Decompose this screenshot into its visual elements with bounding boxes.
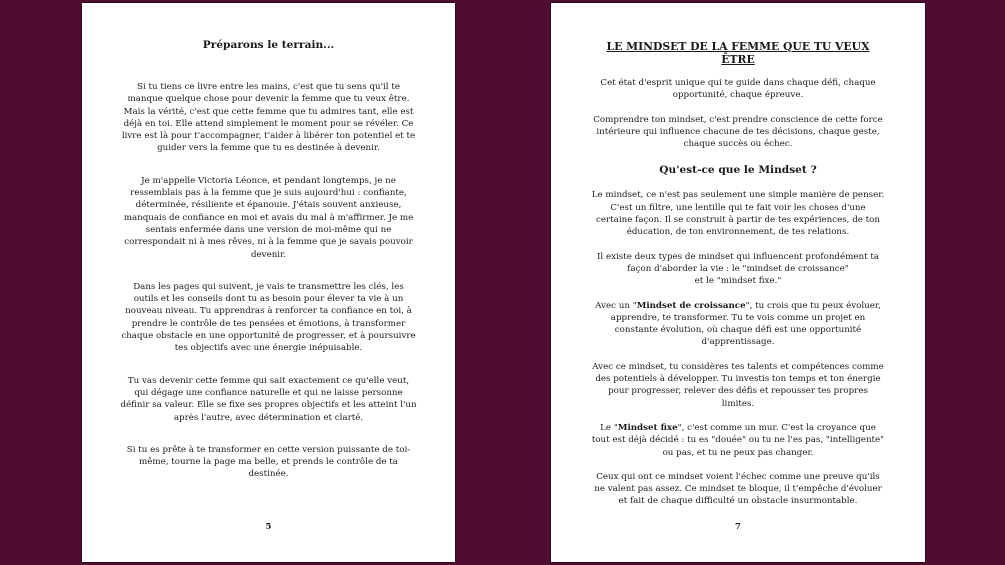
right-paragraph-5 [591,422,885,459]
fixed-text: ", c'est comme un mur. C'est la croyance que tout est déjà décidé : tu es "douée" ou tu ne l'es pas, "intelligente" ou pas, et tu ne peux pas changer. [591,422,885,458]
left-paragraph-2: Je m'appelle Victoria Léonce, et pendant longtemps, je ne ressemblais pas à la femme que je suis aujourd'hui : confiante, déterminée, résiliente et épanouie. J'étais souvent anxieuse, manquais de confiance en moi et avais du mal à m'affirmer. Je me sentais enfermée dans une version de moi-même qui ne correspondait ni à mes rêves, ni à la femme que je savais pouvoir devenir. [123,175,414,260]
right-intro-2: Comprendre ton mindset, c'est prendre conscience de cette force intérieure qui influence chacune de tes décisions, chaque geste, chaque succès ou échec. [593,114,883,150]
section-subtitle: Qu'est-ce que le Mindset ? [659,164,817,177]
growth-prefix: Avec un " [595,300,637,311]
right-page-number: 7 [735,522,741,532]
left-paragraph-3: Dans les pages qui suivent, je vais te transmettre les clés, les outils et les conseils dont tu as besoin pour élever ta vie à un nouveau niveau. Tu apprendras à renforcer ta confiance en toi, à prendre le contrôle de tes pensées et émotions, à transformer chaque obstacle en une opportunité de progresser, et à poursuivre tes objectifs avec une énergie inépuisable. [121,281,416,354]
left-page [81,2,456,563]
right-paragraph-6: Ceux qui ont ce mindset voient l'échec comme une preuve qu'ils ne valent pas assez. Ce mindset te bloque, il t'empêche d'évoluer et fait de chaque difficulté un obstacle insurmontable. [594,471,882,507]
left-paragraph-4: Tu vas devenir cette femme qui sait exactement ce qu'elle veut, qui dégage une confiance naturelle et qui ne laisse personne définir sa valeur. Elle se fixe ses propres objectifs et les atteint l'un après l'autre, avec détermination et clarté. [120,375,417,423]
right-page-title: LE MINDSET DE LA FEMME QUE TU VEUX ÊTRE [606,40,870,66]
right-paragraph-2-line-1: Il existe deux types de mindset qui influencent profondément ta façon d'aborder la vie : le "mindset de croissance" [596,251,880,274]
growth-mindset-term: Mindset de croissance [636,300,746,311]
right-paragraph-2-line-2: et le "mindset fixe." [694,276,782,287]
right-paragraph-3 [591,300,885,349]
right-paragraph-4: Avec ce mindset, tu considères tes talents et compétences comme des potentiels à développer. Tu investis ton temps et ton énergie pour progresser, relever des défis et repousser tes propres limites. [592,361,884,409]
left-paragraph-1: Si tu tiens ce livre entre les mains, c'est que tu sens qu'il te manque quelque chose pour devenir la femme que tu veux être. Mais la vérité, c'est que cette femme que tu admires tant, elle est déjà en toi. Elle attend simplement le moment pour se révéler. Ce livre est là pour t'accompagner, t'aider à libérer ton potentiel et te guider vers la femme que tu es destinée à devenir. [121,82,416,154]
right-page [550,2,926,563]
right-paragraph-1: Le mindset, ce n'est pas seulement une simple manière de penser. C'est un filtre, une lentille qui te fait voir les choses d'une certaine façon. Il se construit à partir de tes expériences, de ton éducation, de ton environnement, de tes relations. [591,190,885,238]
left-page-title: Préparons le terrain... [202,39,335,51]
growth-text: ", tu crois que tu peux évoluer, apprendre, te transformer. Tu te vois comme un projet en constante évolution, où chaque défi est une opportunité d'apprentissage. [610,300,881,348]
left-page-number: 5 [265,522,272,532]
fixed-mindset-term: Mindset fixe [617,422,678,433]
left-paragraph-5: Si tu es prête à te transformer en cette version puissante de toi-même, tourne la page ma belle, et prends le contrôle de ta destinée. [126,444,411,480]
right-intro-1: Cet état d'esprit unique qui te guide dans chaque défi, chaque opportunité, chaque épreuve. [600,78,876,101]
right-paragraph-2 [591,251,885,288]
fixed-prefix: Le " [600,422,618,433]
